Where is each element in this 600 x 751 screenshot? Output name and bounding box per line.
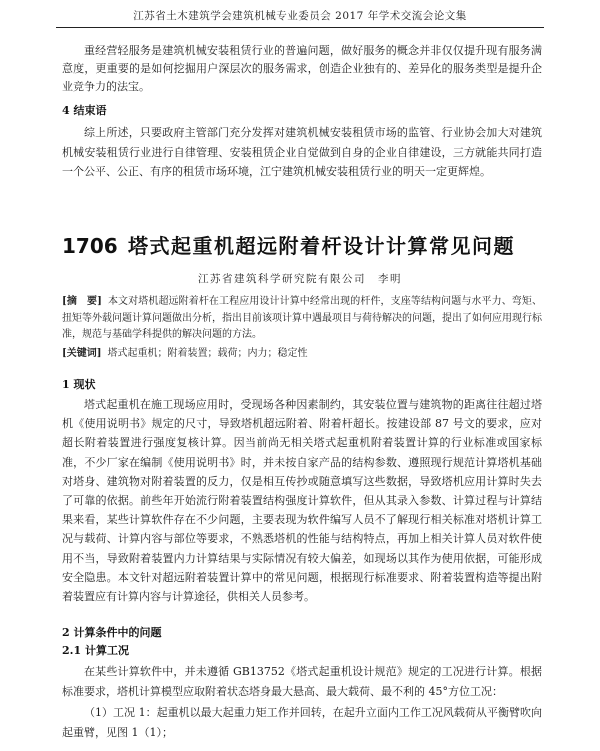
- article-title-block: [62, 233, 542, 259]
- keywords: [62, 346, 542, 362]
- article-title: 塔式起重机超远附着杆设计计算常见问题: [128, 234, 515, 258]
- section-2-1-heading: 2.1 计算工况: [62, 644, 129, 657]
- previous-article-paragraph: 重经营轻服务是建筑机械安装租赁行业的普遍问题，做好服务的概念并非仅仅提升现有服务满意度，更重要的是如何挖掘用户深层次的服务需求，创造企业独有的、差异化的服务类型是提升企业竞争力的法宝。: [62, 44, 542, 94]
- abstract-text: 本文对塔机超远附着杆在工程应用设计计算中经常出现的杆件，支座等结构问题与水平力、弯矩、扭矩等外载问题计算问题做出分析，指出目前该项计算中遇最项目与荷待解决的问题，提出了如何应用现行标准，规范与基础学科提供的解决问题的方法。: [62, 296, 543, 340]
- conclusion-paragraph: 综上所述，只要政府主管部门充分发挥对建筑机械安装租赁市场的监管、行业协会加大对建筑机械安装租赁行业进行自律管理、安装租赁企业自觉做到自身的企业自律建设，三方就能共同打造一个公平、公正、有序的租赁市场环境，江宁建筑机械安装租赁行业的明天一定更辉煌。: [62, 126, 542, 178]
- section-4-heading: 4 结束语: [62, 104, 107, 117]
- author-byline: 江苏省建筑科学研究院有限公司 李明: [198, 273, 402, 285]
- section-2-1-body: 在某些计算软件中，并未遵循 GB13752《塔式起重机设计规范》规定的工况进行计算。根据标准要求，塔机计算模型应取附着状态塔身最大悬高、最大载荷、最不利的 45°方位工况：: [62, 665, 542, 698]
- header-rule: [56, 27, 544, 28]
- section-1-body: 塔式起重机在施工现场应用时，受现场各种因素制约，其安装位置与建筑物的距离往往超过塔机《使用说明书》规定的尺寸，导致塔机超远附着、附着杆超长。按建设部 87 号文的要求，应对超长附着装置进行强度复核计算。因当前尚无相关塔式起重机附着装置计算的行业标准或国家标准，不少厂家在编制《使用说明书》时，并未按自家产品的结构参数、遵照现行规范计算塔机基础对塔身、建筑物对附着装置的反力，仅是相互传抄或随意填写这些数据，导致塔机应用计算时失去了可靠的依据。前些年开始流行附着装置结构强度计算软件，但从其录入参数、计算过程与计算结果来看，某些计算软件存在不少问题，主要表现为软件编写人员不了解现行相关标准对塔机计算工况与载荷、计算内容与部位等要求，不熟悉塔机的性能与结构特点，再加上相关计算人员对软件使用不当，导致附着装置内力计算结果与实际情况有较大偏差，如现场以其作为使用依据，可能形成安全隐患。本文针对超远附着装置计算中的常见问题，根据现行标准要求、附着装置构造等提出附着装置应有计算内容与计算途径，供相关人员参考。: [62, 398, 542, 604]
- keywords-text: 塔式起重机；附着装置；载荷；内力；稳定性: [107, 348, 308, 359]
- abstract-label: [摘 要]: [62, 296, 102, 307]
- abstract: [62, 294, 542, 344]
- section-1-heading: 1 现状: [62, 378, 96, 391]
- condition-1-paragraph: （1）工况 1：起重机以最大起重力矩工作并回转，在起升立面内工作工况风载荷从平衡臂吹向起重臂，见图 1（1）；: [62, 706, 542, 739]
- section-2-heading: 2 计算条件中的问题: [62, 626, 162, 639]
- running-header: 江苏省土木建筑学会建筑机械专业委员会 2017 年学术交流会论文集: [133, 10, 467, 22]
- keywords-label: [关键词]: [62, 348, 102, 359]
- article-number: 1706: [62, 234, 118, 258]
